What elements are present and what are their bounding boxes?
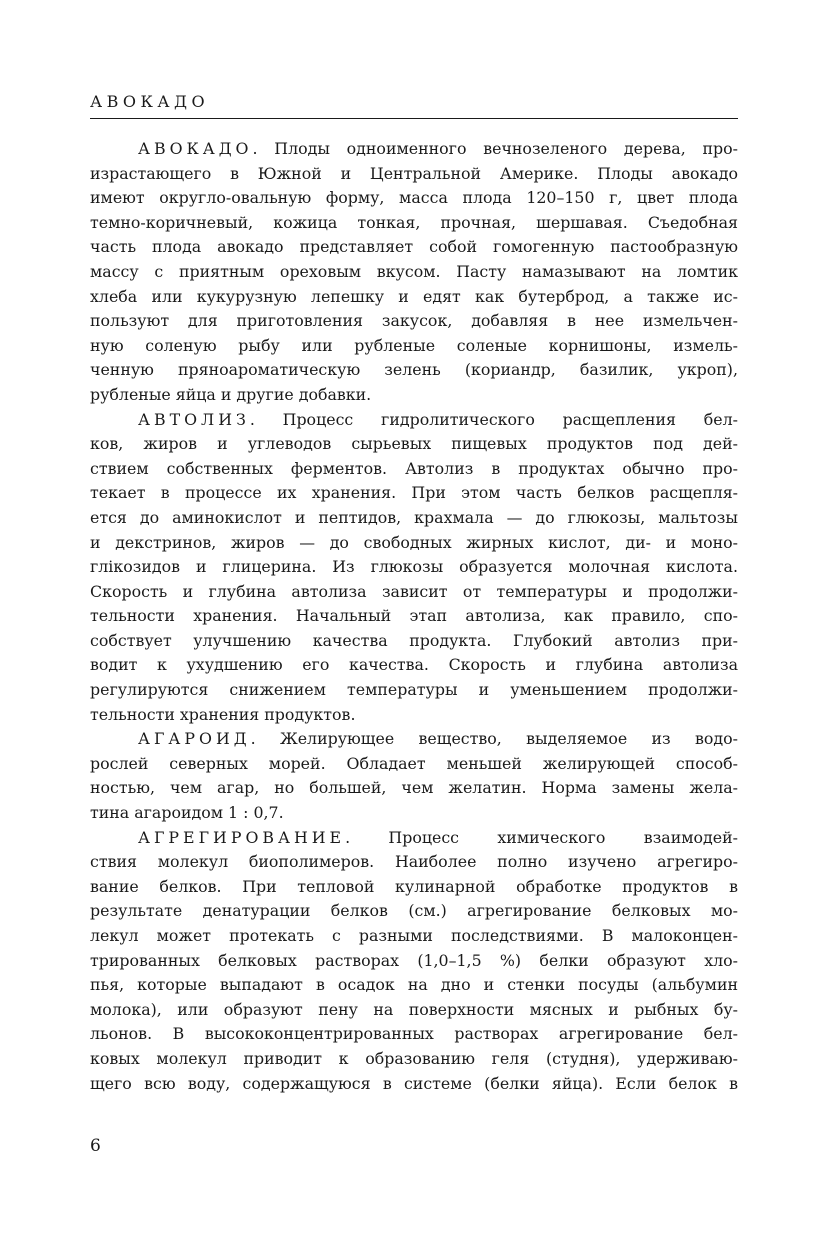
page-number: 6 <box>90 1136 101 1156</box>
entry-term: АВТОЛИЗ <box>138 409 250 429</box>
text-line: льонов. В высококонцентрированных растворах агрегирование бел- <box>90 1024 738 1044</box>
text-line: трированных белковых растворах (1,0–1,5 %) белки образуют хло- <box>90 950 738 970</box>
text-line: Скорость и глубина автолиза зависит от температуры и продолжи- <box>90 581 738 601</box>
text-line: результате денатурации белков (см.) агрегирование белковых мо- <box>90 901 738 921</box>
running-head-title: АВОКАДО <box>90 92 210 111</box>
text-line: темно-коричневый, кожица тонкая, прочная, шершавая. Съедобная <box>90 212 738 232</box>
text-line: рослей северных морей. Обладает меньшей желирующей способ- <box>90 753 738 773</box>
text-line: водит к ухудшению его качества. Скорость и глубина автолиза <box>90 655 738 675</box>
text-line: тельности хранения. Начальный этап автолиза, как правило, спо- <box>90 606 738 626</box>
text-line: ковых молекул приводит к образованию геля (студня), удерживаю- <box>90 1048 738 1068</box>
text-line <box>90 727 738 752</box>
text-line: щего всю воду, содержащуюся в системе (белки яйца). Если белок в <box>90 1073 738 1093</box>
text-line: регулируются снижением температуры и уменьшением продолжи- <box>90 680 738 700</box>
text-line: имеют округло-овальную форму, масса плода 120–150 г, цвет плода <box>90 188 738 208</box>
entry-agaroid <box>90 727 738 825</box>
text-line: ствия молекул биополимеров. Наиболее полно изучено агрегиро- <box>90 852 738 872</box>
entry-avtoliz <box>90 408 738 728</box>
entry-avokado <box>90 137 738 408</box>
book-page <box>90 0 738 1240</box>
running-head <box>90 91 738 119</box>
entry-line-text: . Желирующее вещество, выделяемое из водо- <box>250 729 738 749</box>
text-line: глікозидов и глицерина. Из глюкозы образуется молочная кислота. <box>90 557 738 577</box>
entry-line-text: . Плоды одноименного вечнозеленого дерева, про- <box>252 139 738 158</box>
text-line: ков, жиров и углеводов сырьевых пищевых продуктов под дей- <box>90 434 738 454</box>
text-line: ную соленую рыбу или рубленые соленые корнишоны, измель- <box>90 335 738 355</box>
text-line <box>90 826 738 851</box>
entry-term: АГАРОИД <box>138 729 251 749</box>
text-line: лекул может протекать с разными последствиями. В малоконцен- <box>90 926 738 945</box>
text-line: массу с приятным ореховым вкусом. Пасту намазывают на ломтик <box>90 261 738 281</box>
entry-term: АВОКАДО <box>138 139 253 158</box>
text-line: хлеба или кукурузную лепешку и едят как бутерброд, а также ис- <box>90 286 738 306</box>
text-line: часть плода авокадо представляет собой гомогенную пастообразную <box>90 237 738 257</box>
text-line: израстающего в Южной и Центральной Америке. Плоды авокадо <box>90 163 738 183</box>
text-line: собствует улучшению качества продукта. Глубокий автолиз при- <box>90 630 738 650</box>
text-line: молока), или образуют пену на поверхности мясных и рыбных бу- <box>90 999 738 1019</box>
text-line: и декстринов, жиров — до свободных жирных кислот, ди- и моно- <box>90 532 738 552</box>
text-line: ствием собственных ферментов. Автолиз в продуктах обычно про- <box>90 458 738 478</box>
text-line: ностью, чем агар, но большей, чем желатин. Норма замены жела- <box>90 778 738 798</box>
text-line: ченную пряноароматическую зелень (кориандр, базилик, укроп), <box>90 360 738 380</box>
text-line: тельности хранения продуктов. <box>90 704 356 724</box>
text-line: текает в процессе их хранения. При этом часть белков расщепля- <box>90 483 738 503</box>
text-line: пользуют для приготовления закусок, добавляя в нее измельчен- <box>90 311 738 331</box>
text-line: тина агароидом 1 : 0,7. <box>90 803 284 823</box>
text-line <box>90 408 738 433</box>
body-text <box>90 137 738 1096</box>
text-line: вание белков. При тепловой кулинарной обработке продуктов в <box>90 876 738 896</box>
entry-term: АГРЕГИРОВАНИЕ <box>138 827 346 847</box>
text-line <box>90 137 738 162</box>
entry-line-text: . Процесс гидролитического расщепления бел- <box>249 409 738 429</box>
entry-agregirovanie <box>90 826 738 1097</box>
text-line: ется до аминокислот и пептидов, крахмала — до глюкозы, мальтозы <box>90 507 738 527</box>
text-line: пья, которые выпадают в осадок на дно и стенки посуды (альбумин <box>90 975 738 995</box>
entry-line-text: . Процесс химического взаимодей- <box>345 827 738 847</box>
text-line: рубленые яйца и другие добавки. <box>90 384 372 404</box>
